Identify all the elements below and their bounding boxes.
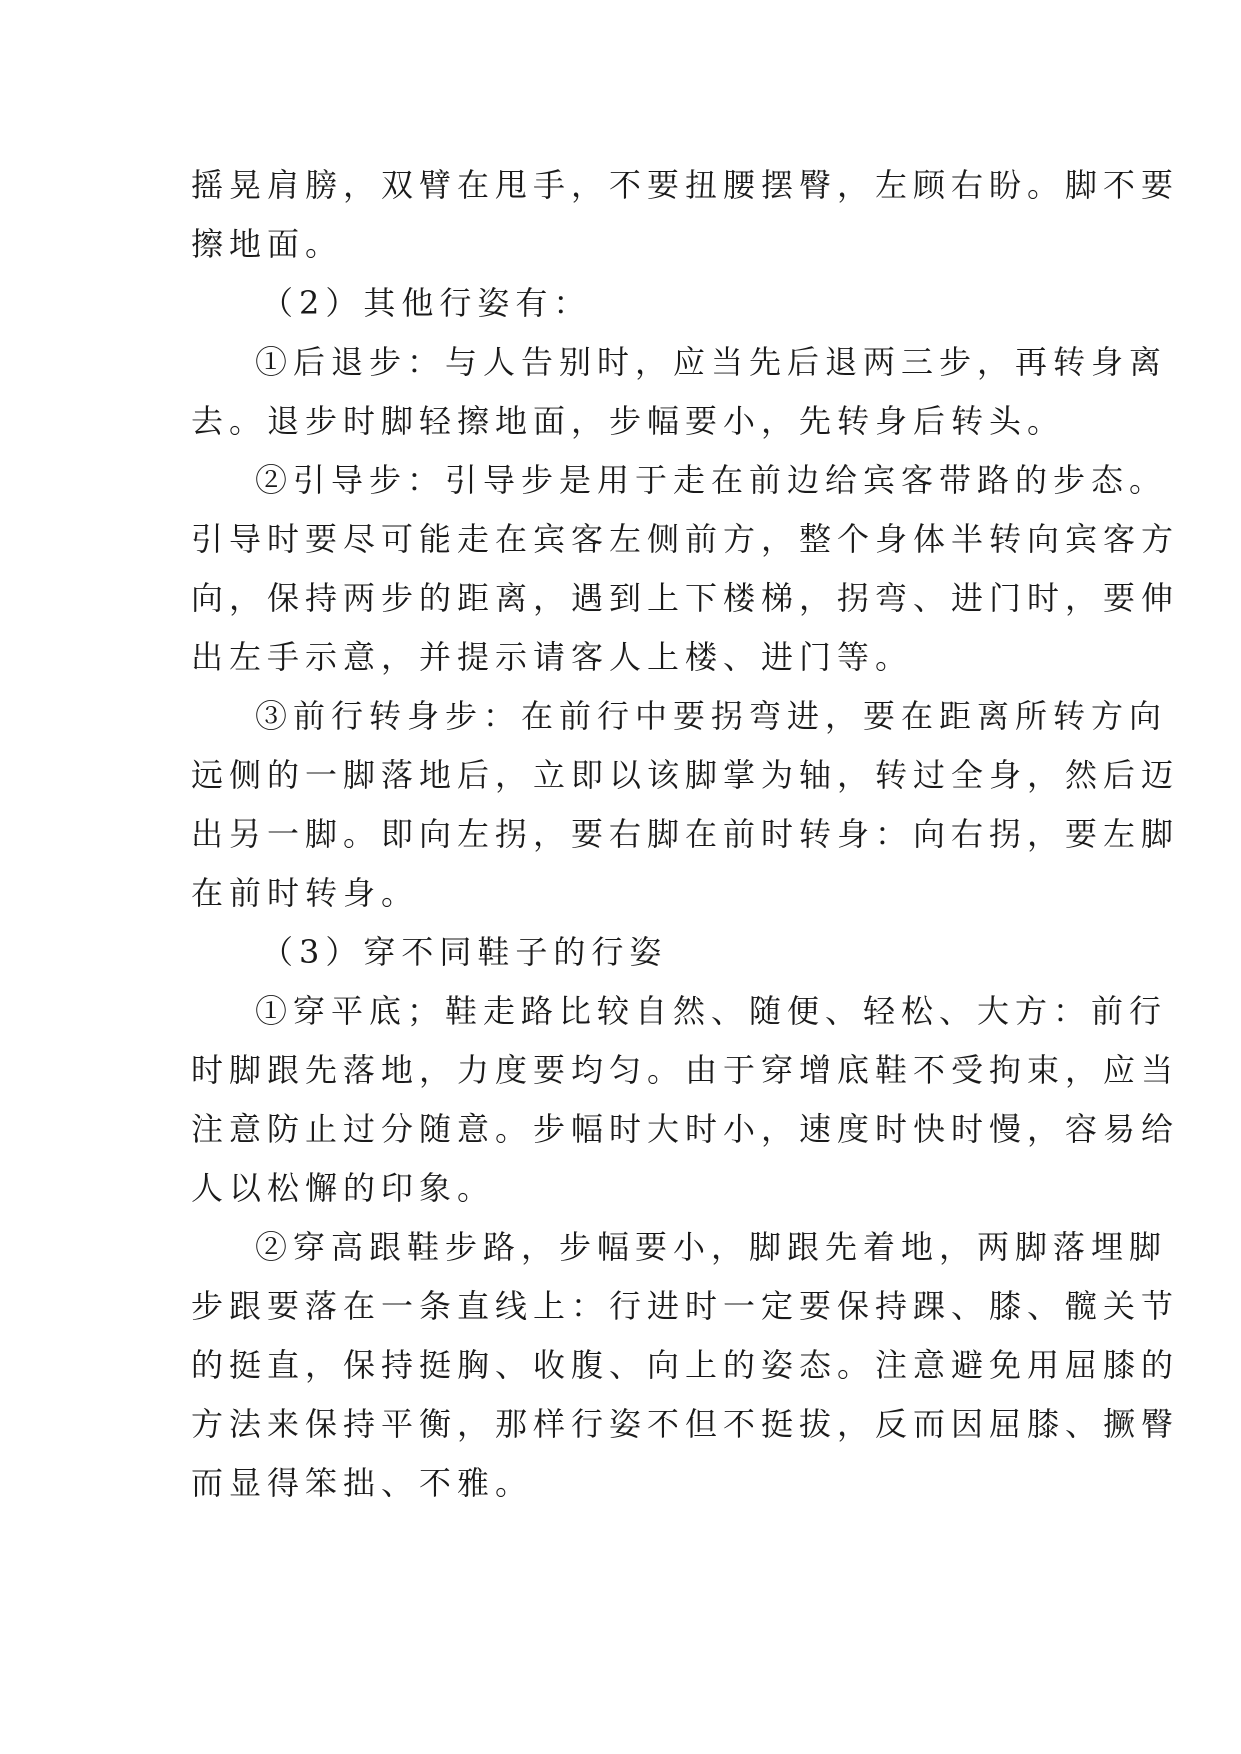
text-line: 出另一脚。即向左拐，要右脚在前时转身：向右拐，要左脚 [191,815,1180,853]
text-line: ①穿平底；鞋走路比较自然、随便、轻松、大方：前行 [255,992,1168,1030]
text-line: 引导时要尽可能走在宾客左侧前方，整个身体半转向宾客方 [191,520,1180,558]
text-line: ③前行转身步：在前行中要拐弯进，要在距离所转方向 [255,697,1168,735]
text-line: 在前时转身。 [191,874,420,912]
text-line: 远侧的一脚落地后，立即以该脚掌为轴，转过全身，然后迈 [191,756,1180,794]
text-line: 向，保持两步的距离，遇到上下楼梯，拐弯、进门时，要伸 [191,579,1180,617]
section-heading: （2）其他行姿有： [261,284,592,322]
text-line: 步跟要落在一条直线上：行进时一定要保持踝、膝、髋关节 [191,1287,1180,1325]
text-line: ①后退步：与人告别时，应当先后退两三步，再转身离 [255,343,1168,381]
text-line: 人以松懈的印象。 [191,1169,496,1207]
text-line: 方法来保持平衡，那样行姿不但不挺拔，反而因屈膝、撅臀 [191,1405,1180,1443]
text-line: 摇晃肩膀，双臂在甩手，不要扭腰摆臀，左顾右盼。脚不要 [191,166,1180,204]
text-line: 注意防止过分随意。步幅时大时小，速度时快时慢，容易给 [191,1110,1180,1148]
text-line: ②穿高跟鞋步路，步幅要小，脚跟先着地，两脚落埋脚 [255,1228,1168,1266]
text-line: 去。退步时脚轻擦地面，步幅要小，先转身后转头。 [191,402,1066,440]
text-line: 擦地面。 [191,225,344,263]
text-line: 出左手示意，并提示请客人上楼、进门等。 [191,638,914,676]
text-line: ②引导步：引导步是用于走在前边给宾客带路的步态。 [255,461,1168,499]
document-body [191,156,1180,1513]
text-line: 而显得笨拙、不雅。 [191,1464,534,1502]
text-line: 的挺直，保持挺胸、收腹、向上的姿态。注意避免用屈膝的 [191,1346,1180,1384]
text-line: 时脚跟先落地，力度要均匀。由于穿增底鞋不受拘束，应当 [191,1051,1180,1089]
section-heading: （3）穿不同鞋子的行姿 [261,933,668,971]
